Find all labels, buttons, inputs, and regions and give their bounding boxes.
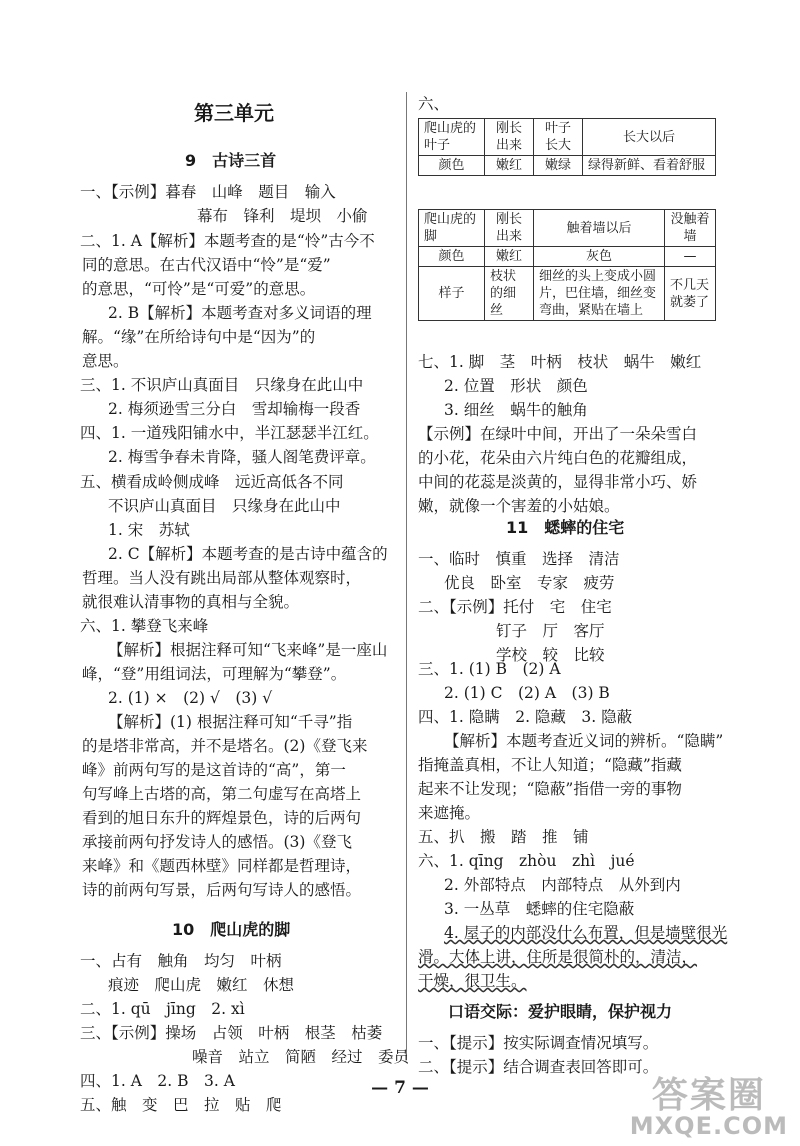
section-10-title: 10 爬山虎的脚 xyxy=(172,920,291,939)
answer-line: 六、1. 攀登飞来峰 xyxy=(80,617,209,635)
table-cell: 触着墙以后 xyxy=(534,210,665,247)
column-divider xyxy=(406,92,407,1060)
answer-line: 的意思，“可怜”是“可爱”的意思。 xyxy=(82,280,316,298)
answer-line: 【解析】根据注释可知“飞来峰”是一座山 xyxy=(108,641,388,659)
answer-line: 一、【示例】暮春 山峰 题目 输入 xyxy=(80,183,336,201)
table-row xyxy=(419,210,716,247)
answer-line: 六、1. qīng zhòu zhì jué xyxy=(418,852,635,870)
answer-line: 2. 位置 形状 颜色 xyxy=(444,377,588,395)
table-cell: 细丝的头上变成小圆片，巴住墙，细丝变弯曲，紧贴在墙上 xyxy=(534,267,665,321)
table-cell: 颜色 xyxy=(419,247,485,267)
answer-line: 峰，“登”用组词法，可理解为“攀登”。 xyxy=(82,665,347,683)
oral-communication-title: 口语交际：爱护眼睛，保护视力 xyxy=(448,1002,673,1021)
answer-line: 同的意思。在古代汉语中“怜”是“爱” xyxy=(82,256,331,274)
table-cell: 嫩红 xyxy=(485,156,534,176)
answer-line: 指掩盖真相，不让人知道；“隐藏”指藏 xyxy=(418,756,682,774)
answer-line: 解。“缘”在所给诗句中是“因为”的 xyxy=(82,328,316,346)
table-cell: 爬山虎的叶子 xyxy=(419,119,485,156)
table-cell: 灰色 xyxy=(534,247,665,267)
answer-line: 的是塔非常高，并不是塔名。(2)《登飞来 xyxy=(82,737,368,755)
answer-line: 五、横看成岭侧成峰 远近高低各不同 xyxy=(80,473,344,491)
answer-line: 幕布 锋利 堤坝 小偷 xyxy=(197,207,368,225)
answer-line: 2. 梅雪争春未肯降，骚人阁笔费评章。 xyxy=(108,448,376,466)
answer-line: 七、1. 脚 茎 叶柄 枝状 蜗牛 嫩红 xyxy=(418,353,702,371)
answer-line: 五、触 变 巴 拉 贴 爬 xyxy=(80,1096,282,1114)
answer-line: 就很难认清事物的真相与全貌。 xyxy=(82,593,300,611)
table-cell: 不几天就萎了 xyxy=(665,267,716,321)
answer-line: 2. 外部特点 内部特点 从外到内 xyxy=(444,876,681,894)
section-9-title: 9 古诗三首 xyxy=(185,151,277,170)
answer-line: 承接前两句抒发诗人的感悟。(3)《登飞 xyxy=(82,833,352,851)
watermark-logo xyxy=(629,1075,788,1140)
answer-line: 二、【提示】结合调查表回答即可。 xyxy=(418,1058,659,1076)
answer-line: 钉子 厅 客厅 xyxy=(496,622,605,640)
table-row xyxy=(419,119,716,156)
answer-line: 二、【示例】托付 宅 住宅 xyxy=(418,598,612,616)
answer-line: 三、1. (1) B (2) A xyxy=(418,660,561,678)
answer-line: 的小花，花朵由六片纯白色的花瓣组成， xyxy=(418,449,698,467)
answer-line: 2. C【解析】本题考查的是古诗中蕴含的 xyxy=(108,545,388,563)
table-cell: 嫩绿 xyxy=(534,156,583,176)
answer-line: 看到的旭日东升的辉煌景色，诗的后两句 xyxy=(82,809,362,827)
answer-line: 意思。 xyxy=(82,352,129,370)
table-cell: 颜色 xyxy=(419,156,485,176)
answer-line: 二、1. qū jīng 2. xì xyxy=(80,1000,245,1018)
table-cell: 刚长出来 xyxy=(485,210,534,247)
answer-line: 诗的前两句写景，后两句写诗人的感悟。 xyxy=(82,881,362,899)
unit-title: 第三单元 xyxy=(194,101,274,125)
page-number: — 7 — xyxy=(371,1078,429,1098)
answer-line: 来遮掩。 xyxy=(418,804,481,822)
answer-line: 噪音 站立 简陋 经过 委员 xyxy=(192,1048,410,1066)
leaf-table xyxy=(418,118,716,176)
answer-line: 痕迹 爬山虎 嫩红 休想 xyxy=(108,976,295,994)
table-cell: 嫩红 xyxy=(485,247,534,267)
answer-line: 优良 卧室 专家 疲劳 xyxy=(444,574,615,592)
section-11-title: 11 蟋蟀的住宅 xyxy=(506,518,625,537)
watermark-text: 答案圈 xyxy=(651,1075,766,1116)
answer-line: 【解析】(1) 根据注释可知“千寻”指 xyxy=(108,713,353,731)
table-cell: 长大以后 xyxy=(583,119,716,156)
answer-line: 3. 细丝 蜗牛的触角 xyxy=(444,401,588,419)
answer-line: 1. 宋 苏轼 xyxy=(108,521,190,539)
answer-line: 一、临时 慎重 选择 清洁 xyxy=(418,550,620,568)
foot-table xyxy=(418,209,716,321)
table-cell: 枝状的细丝 xyxy=(485,267,534,321)
answer-line: 3. 一丛草 蟋蟀的住宅隐蔽 xyxy=(444,900,635,918)
answer-line: 来峰》和《题西林壁》同样都是哲理诗， xyxy=(82,857,362,875)
answer-line: 四、1. 一道残阳铺水中，半江瑟瑟半江红。 xyxy=(80,424,379,442)
answer-line: 干燥，很卫生。 xyxy=(418,972,527,990)
table-row xyxy=(419,156,716,176)
answer-line: 五、扒 搬 踏 推 铺 xyxy=(418,828,589,846)
answer-line: 起来不让发现；“隐蔽”指借一旁的事物 xyxy=(418,780,682,798)
answer-line: 三、【示例】操场 占领 叶柄 根茎 枯萎 xyxy=(80,1024,383,1042)
table-cell: 刚长出来 xyxy=(485,119,534,156)
answer-line: 滑。大体上讲，住所是很简朴的，清洁， xyxy=(418,948,698,966)
answer-line: 嫩，就像一个害羞的小姑娘。 xyxy=(418,497,620,515)
table-cell: 叶子长大 xyxy=(534,119,583,156)
answer-line: 2. (1) × (2) √ (3) √ xyxy=(108,689,273,707)
answer-line: 峰》前两句写的是这首诗的“高”，第一 xyxy=(82,761,346,779)
table-cell: 绿得新鲜、看着舒服 xyxy=(583,156,716,176)
answer-line: 不识庐山真面目 只缘身在此山中 xyxy=(108,497,341,515)
answer-line: 2. (1) C (2) A (3) B xyxy=(444,684,610,702)
answer-line: 2. 梅须逊雪三分白 雪却输梅一段香 xyxy=(108,400,361,418)
answer-line: 四、1. 隐瞒 2. 隐藏 3. 隐蔽 xyxy=(418,708,633,726)
table-cell: 样子 xyxy=(419,267,485,321)
answer-line: 三、1. 不识庐山真面目 只缘身在此山中 xyxy=(80,376,364,394)
table-cell: 爬山虎的脚 xyxy=(419,210,485,247)
answer-line: 一、占有 触角 均匀 叶柄 xyxy=(80,952,282,970)
question-six-label: 六、 xyxy=(418,95,450,113)
answer-line: 句写峰上古塔的高，第二句虚写在高塔上 xyxy=(82,785,362,803)
answer-line: 中间的花蕊是淡黄的，显得非常小巧、娇 xyxy=(418,473,698,491)
answer-line: 二、1. A【解析】本题考查的是“怜”古今不 xyxy=(80,232,375,250)
answer-line: 学校 较 比较 xyxy=(496,646,605,664)
answer-line: 【示例】在绿叶中间，开出了一朵朵雪白 xyxy=(418,425,698,443)
answer-line: 2. B【解析】本题考查对多义词语的理 xyxy=(108,304,372,322)
table-cell: — xyxy=(665,247,716,267)
answer-line: 哲理。当人没有跳出局部从整体观察时， xyxy=(82,569,362,587)
table-cell: 没触着墙 xyxy=(665,210,716,247)
table-row xyxy=(419,267,716,321)
table-row xyxy=(419,247,716,267)
answer-line: 4. 屋子的内部没什么布置，但是墙壁很光 xyxy=(444,924,728,942)
answer-line: 【解析】本题考查近义词的辨析。“隐瞒” xyxy=(444,732,724,750)
watermark-url: MXQE.COM xyxy=(629,1112,788,1140)
answer-line: 四、1. A 2. B 3. A xyxy=(80,1072,235,1090)
answer-line: 一、【提示】按实际调查情况填写。 xyxy=(418,1034,659,1052)
